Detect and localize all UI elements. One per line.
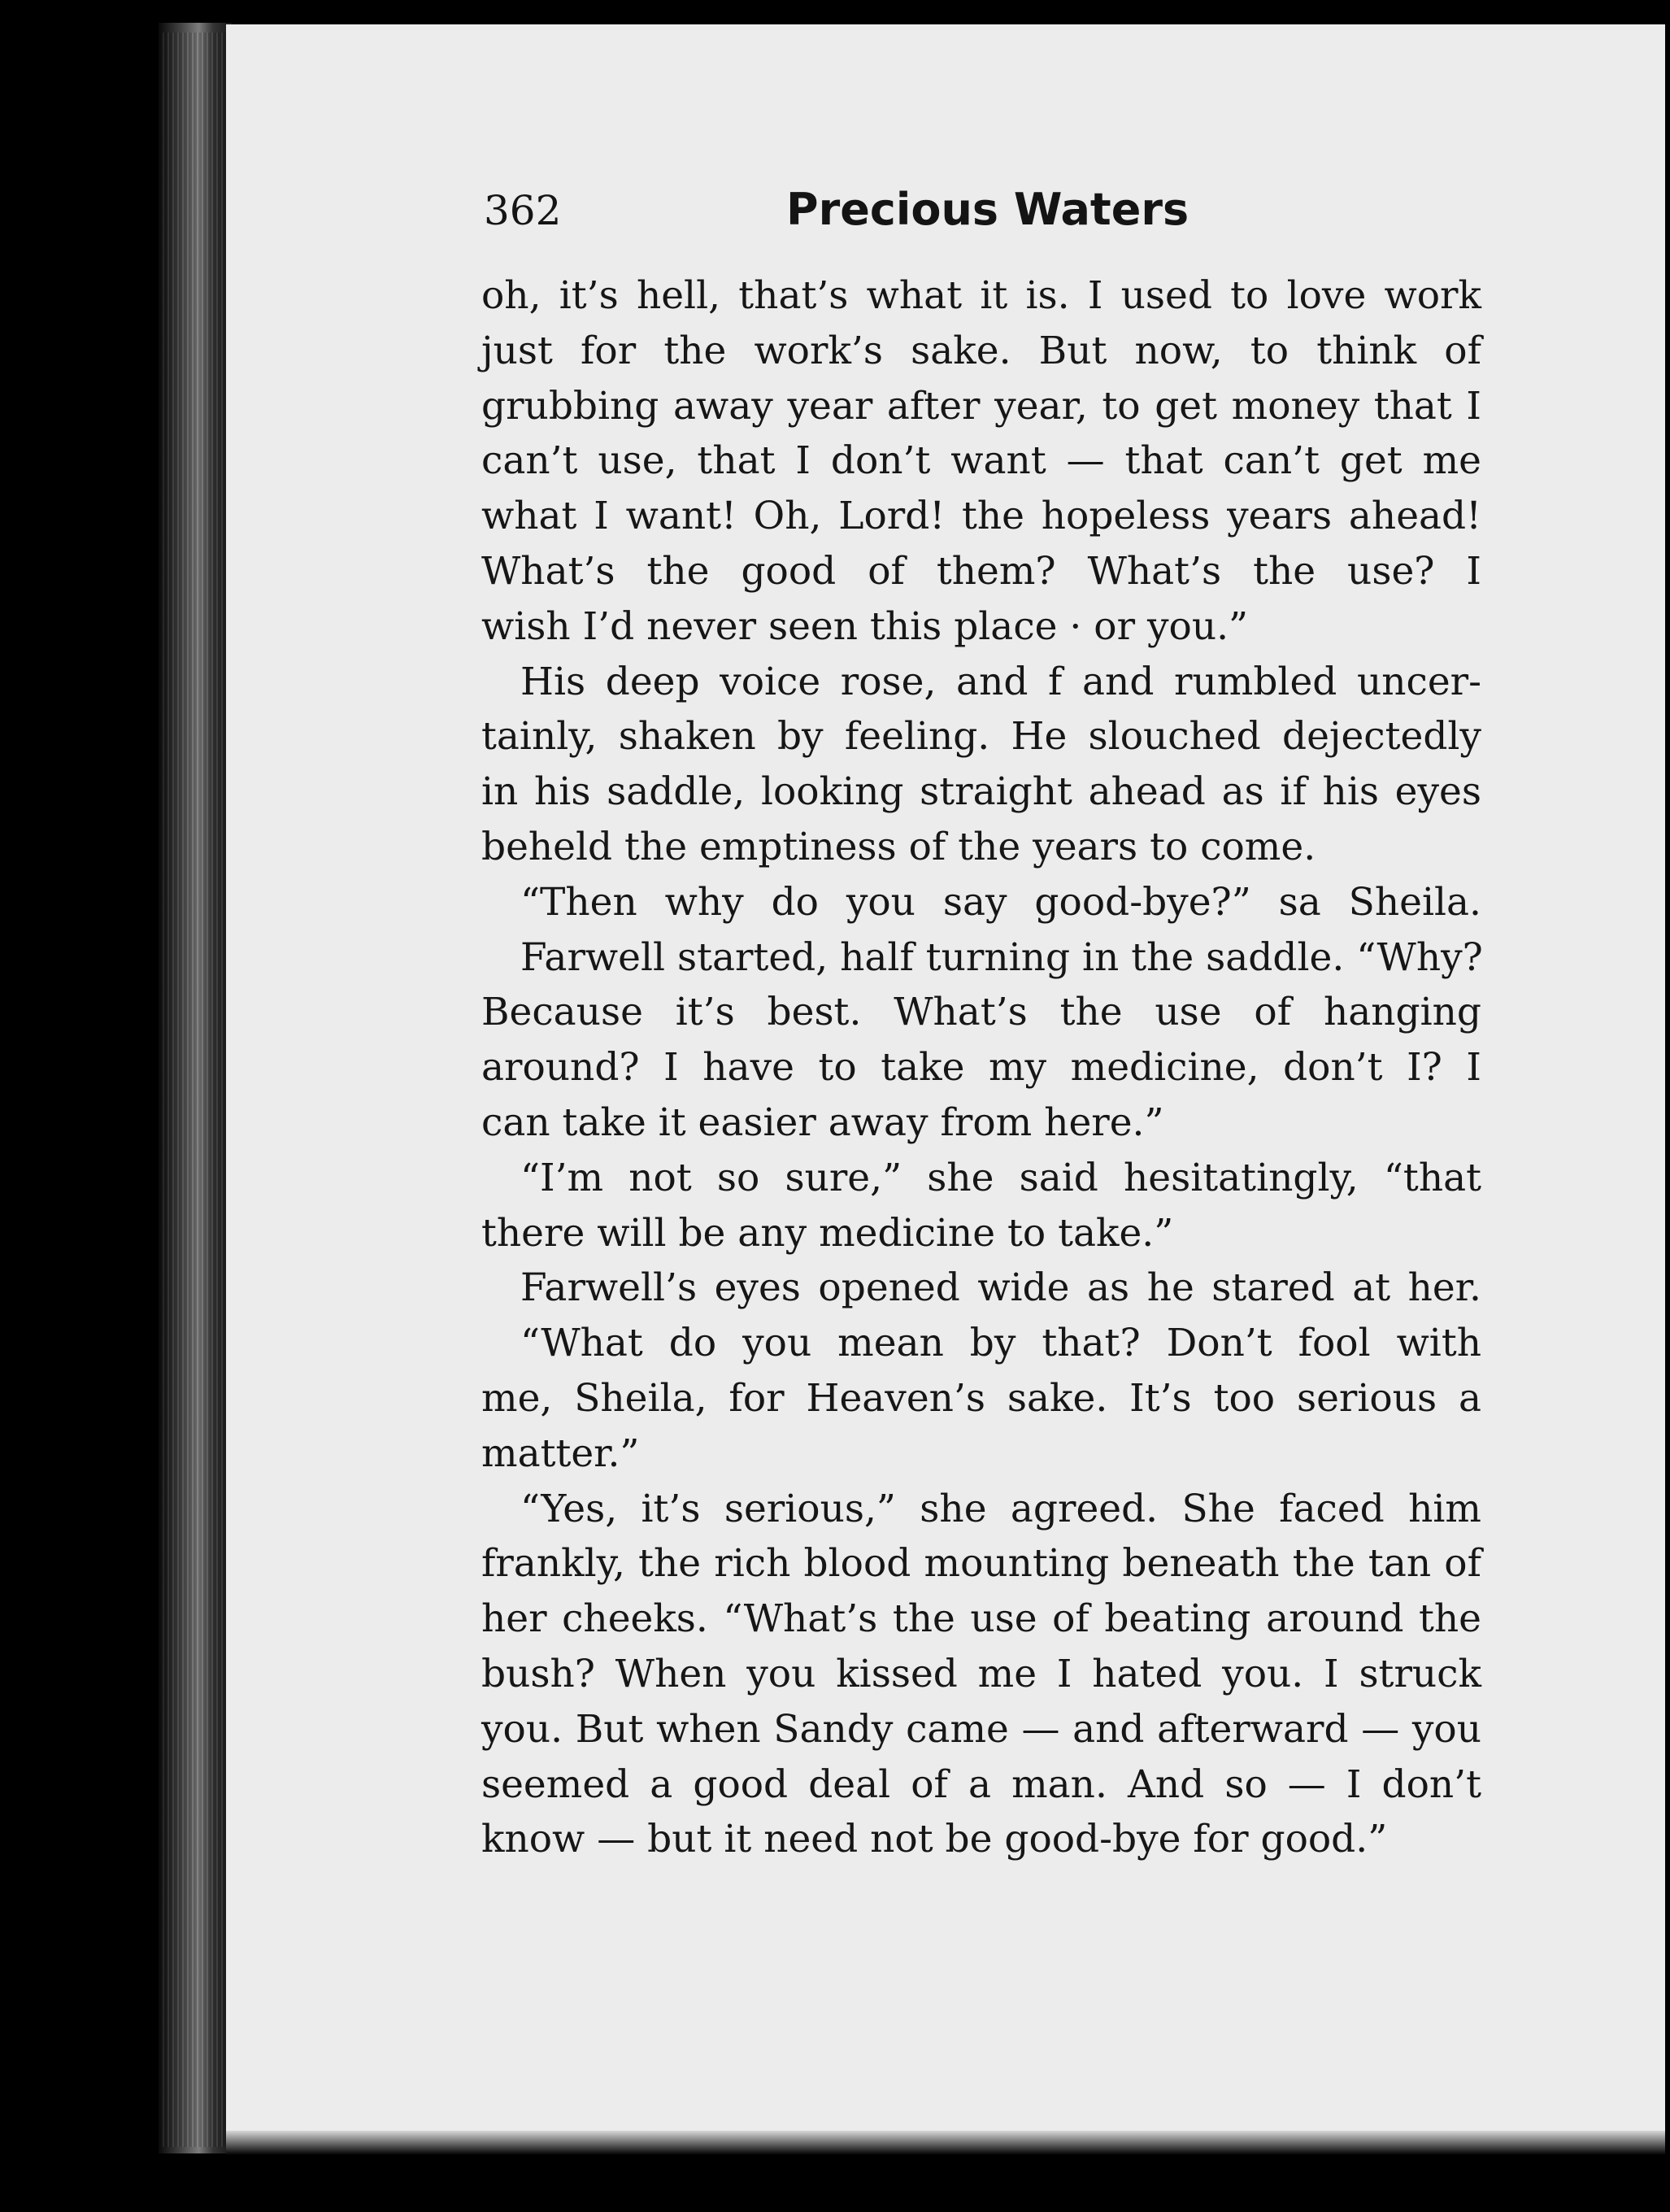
text-line: What’s the good of them? What’s the use? I [481,548,1481,594]
text-line: know — but it need not be good-bye for good.” [481,1817,1388,1862]
text-line: in his saddle, looking straight ahead as if his eyes [481,769,1481,815]
text-line: Farwell’s eyes opened wide as he stared at her. [520,1265,1481,1311]
text-line: there will be any medicine to take.” [481,1210,1174,1256]
text-line: His deep voice rose, and f and rumbled uncer- [520,659,1481,704]
text-line: what I want! Oh, Lord! the hopeless years ahead! [481,494,1481,539]
text-line: around? I have to take my medicine, don’t I? I [481,1045,1481,1091]
text-line: me, Sheila, for Heaven’s sake. It’s too serious a [481,1375,1481,1421]
text-line: frankly, the rich blood mounting beneath the tan of [481,1541,1481,1587]
text-line: matter.” [481,1430,640,1476]
text-line: “What do you mean by that? Don’t fool with [520,1321,1481,1366]
text-line: can’t use, that I don’t want — that can’t get me [481,438,1481,484]
running-title: Precious Waters [786,184,1189,235]
running-head [484,179,1189,244]
text-line: wish I’d never seen this place · or you.” [481,603,1249,649]
text-line: grubbing away year after year, to get money that I [481,383,1481,429]
text-line: “Yes, it’s serious,” she agreed. She faced him [520,1486,1481,1531]
text-line: Because it’s best. What’s the use of hanging [481,990,1481,1035]
text-line: bush? When you kissed me I hated you. I struck [481,1651,1481,1696]
text-line: seemed a good deal of a man. And so — I don’t [481,1761,1481,1807]
text-line: Farwell started, half turning in the saddle. “Why? [520,934,1483,980]
text-line: her cheeks. “What’s the use of beating around the [481,1596,1481,1642]
page-edges-texture [163,33,228,2147]
text-line: “I’m not so sure,” she said hesitatingly, “that [520,1155,1481,1200]
text-line: oh, it’s hell, that’s what it is. I used to love work [481,273,1481,318]
text-line: tainly, shaken by feeling. He slouched dejectedly [481,714,1481,760]
text-line: just for the work’s sake. But now, to think of [481,328,1481,373]
text-line: you. But when Sandy came — and afterward — you [481,1706,1481,1752]
page-number: 362 [484,187,562,234]
text-line: can take it easier away from here.” [481,1099,1164,1145]
text-line: “Then why do you say good-bye?” sa Sheila. [520,879,1481,925]
page-bottom-shadow [226,2131,1665,2155]
text-line: beheld the emptiness of the years to come. [481,824,1316,869]
body-text [481,268,1481,1867]
